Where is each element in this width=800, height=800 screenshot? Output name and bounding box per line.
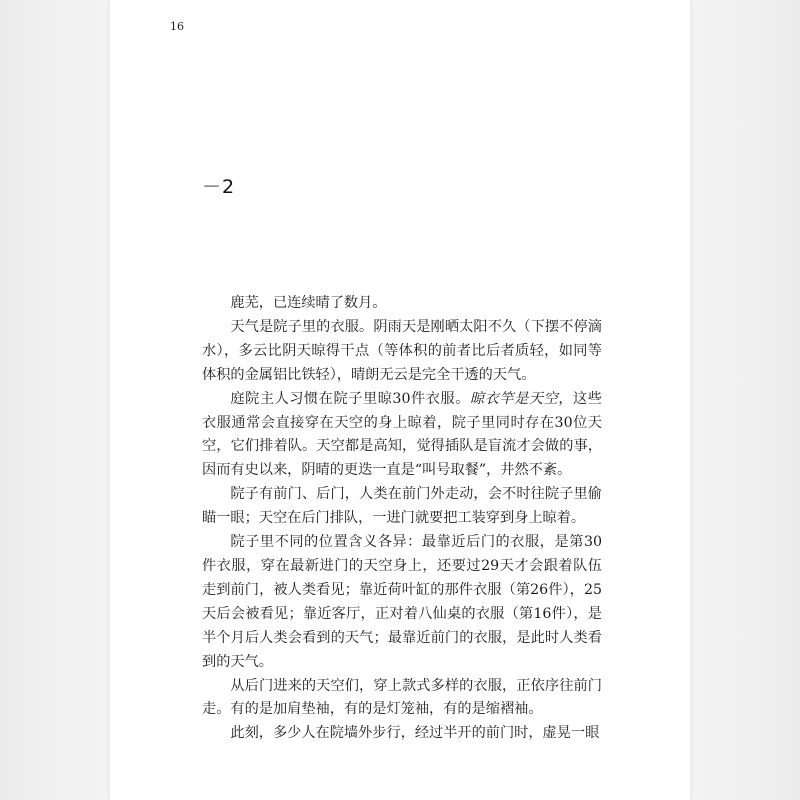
paragraph-3-before: 庭院主人习惯在院子里晾30件衣服。 [230, 390, 470, 407]
page-number: 16 [170, 20, 184, 33]
paragraph-6: 从后门进来的天空们，穿上款式多样的衣服，正依序往前门走。有的是加肩垫袖，有的是灯笼袖，有的是缩褶袖。 [202, 677, 602, 718]
paragraph-5: 院子里不同的位置含义各异：最靠近后门的衣服，是第30件衣服，穿在最新进门的天空身上，还要过29天才会跟着队伍走到前门，被人类看见；靠近荷叶缸的那件衣服（第26件），25天后会被看见；靠近客厅，正对着八仙桌的衣服（第16件），是半个月后人类会看到的天气；最靠近前门的衣服，是此时人类看到的天气。 [202, 534, 602, 670]
paragraph-3-emphasis: 晾衣竿是天空 [469, 390, 559, 407]
paragraph-3-after: ，这些衣服通常会直接穿在天空的身上晾着，院子里同时存在30位天空，它们排着队。天空都是高知，觉得插队是盲流才会做的事，因而有史以来，阴晴的更迭一直是“叫号取餐”，井然不紊。 [202, 390, 602, 479]
chapter-number: －2 [202, 176, 236, 198]
book-page [110, 0, 690, 800]
paragraph-3 [202, 388, 602, 484]
paragraph-2: 天气是院子里的衣服。阴雨天是刚晒太阳不久（下摆不停滴水），多云比阴天晾得干点（等体积的前者比后者质轻，如同等体积的金属铝比铁轻），晴朗无云是完全干透的天气。 [202, 318, 602, 383]
paragraph-7: 此刻，多少人在院墙外步行，经过半开的前门时，虚晃一眼 [230, 725, 600, 742]
paragraph-1: 鹿芜，已连续晴了数月。 [230, 295, 387, 311]
paragraph-4: 院子有前门、后门，人类在前门外走动，会不时往院子里偷瞄一眼；天空在后门排队，一进门就要把工装穿到身上晾着。 [202, 486, 602, 527]
body-text [202, 292, 602, 746]
